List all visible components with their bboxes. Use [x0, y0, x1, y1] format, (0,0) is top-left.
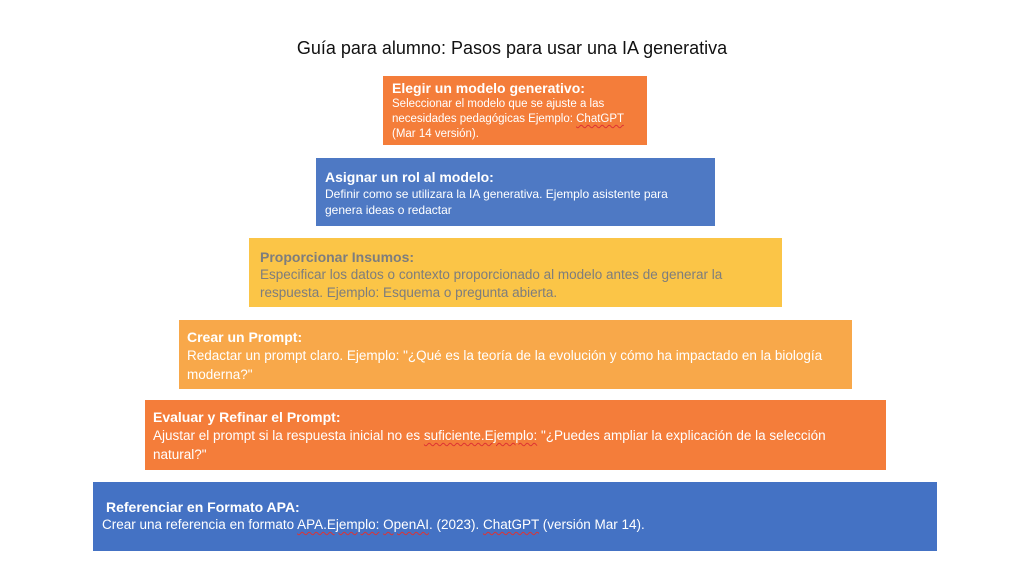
step-6-text-g: (versión Mar 14). — [539, 517, 645, 532]
step-6-text-f: ChatGPT — [482, 517, 540, 532]
step-4-text: Redactar un prompt claro. Ejemplo: "¿Qué es la teoría de la evolución y cómo ha impactado en la biología moderna?" — [187, 348, 823, 382]
step-1-text — [392, 97, 641, 142]
step-6-text-b: APA.Ejemplo: — [297, 517, 380, 532]
step-5-text-b: suficiente.Ejemplo: — [423, 428, 538, 443]
step-1-heading: Elegir un modelo generativo: — [392, 80, 585, 96]
step-2-heading: Asignar un rol al modelo: — [325, 169, 494, 185]
step-5-text — [153, 426, 878, 464]
step-5-heading: Evaluar y Refinar el Prompt: — [153, 409, 341, 425]
step-1-text-c: (Mar 14 versión). — [392, 128, 479, 140]
step-1-text-a: Seleccionar el modelo que se ajuste a las necesidades pedagógicas Ejemplo: — [392, 98, 605, 125]
step-1-box — [383, 76, 647, 145]
step-2-box — [316, 158, 715, 226]
step-1-text-b: ChatGPT — [576, 113, 624, 125]
step-6-text — [102, 516, 929, 534]
step-4-heading: Crear un Prompt: — [187, 329, 303, 345]
step-3-text: Especificar los datos o contexto proporcionado al modelo antes de generar la respuesta. Ejemplo: Esquema o pregunta abierta. — [260, 267, 723, 300]
step-6-text-e: . (2023). — [428, 517, 483, 532]
step-2-text: Definir como se utilizara la IA generativa. Ejemplo asistente para genera ideas o redactar — [325, 187, 668, 217]
step-3-heading: Proporcionar Insumos: — [260, 249, 415, 265]
step-6-heading: Referenciar en Formato APA: — [106, 499, 300, 515]
step-6-text-d: OpenAI — [383, 517, 429, 532]
step-6-box — [93, 482, 937, 551]
step-4-box — [179, 320, 852, 389]
step-6-text-a: Crear una referencia en formato — [102, 517, 298, 532]
step-5-text-a: Ajustar el prompt si la respuesta inicial no es — [153, 428, 424, 443]
step-3-box — [249, 238, 782, 307]
step-5-box — [145, 400, 886, 470]
diagram-title: Guía para alumno: Pasos para usar una IA generativa — [296, 38, 728, 58]
step-5-text-c: "¿Puedes ampliar la explicación de la selección natural?" — [153, 428, 826, 462]
